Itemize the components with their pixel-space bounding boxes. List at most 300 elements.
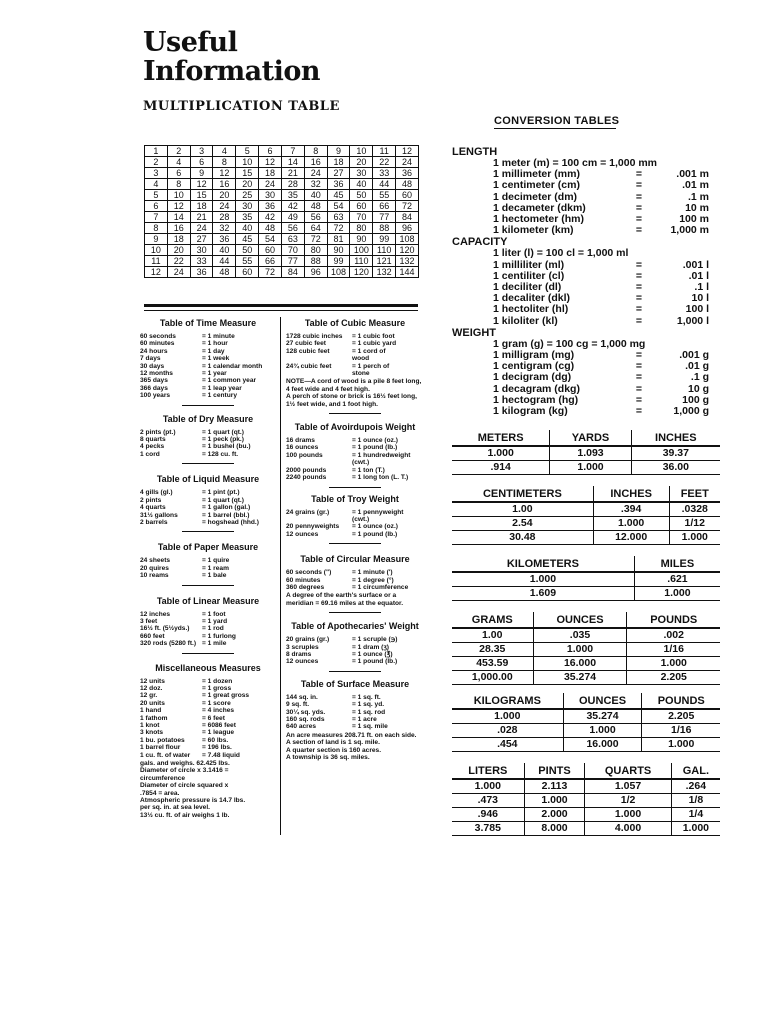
multiplication-row: [145, 157, 419, 168]
multiplication-cell: 77: [373, 212, 396, 223]
metric-value: .001 l: [682, 258, 709, 271]
conversion-row: [452, 587, 720, 601]
measure-entry: [140, 625, 276, 632]
multiplication-cell: 120: [350, 267, 373, 278]
multiplication-cell: 72: [304, 234, 327, 245]
measure-quantity: 16½ ft. (5½yds.): [140, 625, 190, 633]
measure-entries: [286, 333, 424, 377]
measure-equivalent: = 1 pound (lb.): [352, 658, 398, 666]
multiplication-cell: 81: [327, 234, 350, 245]
metric-unit: 1 decimeter (dm): [493, 190, 578, 203]
measure-quantity: 1728 cubic inches: [286, 333, 343, 340]
measure-quantity: [286, 516, 352, 523]
multiplication-row: [145, 190, 419, 201]
metric-equals: =: [635, 393, 643, 406]
conversion-header-row: [452, 612, 720, 628]
measure-equivalent: = 1 century: [202, 392, 238, 400]
conversion-cell: 1.00: [452, 502, 593, 517]
measure-entry: [286, 523, 424, 530]
measure-quantity: 1 bu. potatoes: [140, 736, 185, 744]
measure-equivalent: = hogshead (hhd.): [202, 518, 259, 526]
conversion-row: [452, 628, 720, 643]
page-title-line-2: Information: [143, 56, 321, 87]
multiplication-cell: 27: [190, 234, 213, 245]
multiplication-cell: 12: [190, 179, 213, 190]
conversion-header-row: [452, 430, 720, 446]
conversion-row: [452, 724, 720, 738]
measure-equivalent: = 1 leap year: [202, 384, 242, 392]
multiplication-cell: 3: [190, 146, 213, 157]
measure-quantity: 365 days: [140, 377, 168, 385]
multiplication-cell: 100: [350, 245, 373, 256]
measure-note: A township is 36 sq. miles.: [286, 754, 370, 762]
conversion-header: GAL.: [671, 763, 720, 779]
measure-quantity: 27 cubic feet: [286, 340, 326, 348]
measure-entry: [140, 497, 276, 504]
section-rule: [182, 531, 234, 532]
measure-quantity: 3 knots: [140, 729, 164, 737]
conversion-table: [452, 486, 720, 545]
multiplication-cell: 63: [281, 234, 304, 245]
measure-equivalent: = 1 sq. yd.: [352, 701, 385, 709]
measure-equivalent: = 1 cubic yard: [352, 340, 397, 348]
measure-equivalent: = 1 week: [202, 355, 230, 363]
metric-group-heading: LENGTH: [452, 146, 498, 158]
measure-equivalent: = 1 sq. rod: [352, 708, 386, 716]
conversion-cell: 2.205: [642, 709, 720, 724]
measure-section-title: Table of Liquid Measure: [156, 474, 260, 485]
measure-quantity: 100 years: [140, 392, 171, 400]
measure-section-title: Table of Paper Measure: [157, 542, 259, 553]
conversion-header: POUNDS: [642, 693, 720, 709]
conversion-cell: 1.000: [593, 517, 669, 531]
multiplication-cell: 30: [350, 168, 373, 179]
conversion-cell: 1.000: [669, 531, 720, 545]
metric-unit: 1 millimeter (mm): [493, 168, 580, 181]
conversion-cell: .264: [671, 779, 720, 794]
measure-note: A degree of the earth's surface or a meridian = 69.16 miles at the equator.: [286, 592, 404, 607]
multiplication-cell: 108: [327, 267, 350, 278]
measure-entries: [286, 694, 424, 731]
multiplication-cell: 40: [236, 223, 259, 234]
measure-quantity: 12 ounces: [286, 658, 319, 666]
measure-quantity: 1 barrel flour: [140, 744, 181, 752]
multiplication-row: [145, 223, 419, 234]
conversion-cell: 1.000: [533, 643, 627, 657]
measures-right-column: [286, 318, 424, 761]
measure-equivalent: = 1 pennyweight: [352, 508, 404, 516]
measure-entry: [286, 709, 424, 716]
measure-equivalent: = 1 ream: [202, 564, 229, 572]
section-rule: [329, 413, 381, 414]
measure-entry: [286, 569, 424, 576]
conversion-cell: 1/8: [671, 794, 720, 808]
measure-entry: [140, 436, 276, 443]
conversion-row: [452, 779, 720, 794]
conversion-cell: 1,000.00: [452, 671, 533, 685]
metric-unit: 1 hectometer (hm): [493, 213, 585, 226]
multiplication-table-title: MULTIPLICATION TABLE: [143, 99, 340, 114]
measure-quantity: 3 scruples: [286, 643, 319, 651]
conversion-cell: 12.000: [593, 531, 669, 545]
conversion-header-row: [452, 693, 720, 709]
metric-unit: 1 milliliter (ml): [493, 258, 565, 271]
conversion-cell: 1.093: [550, 446, 631, 461]
multiplication-cell: 90: [350, 234, 373, 245]
conversion-header: CENTIMETERS: [452, 486, 593, 502]
metric-equals: =: [635, 314, 643, 327]
measure-entry: [286, 701, 424, 708]
measure-equivalent: = 1 score: [202, 699, 231, 707]
conversion-cell: 1.000: [671, 822, 720, 836]
measure-equivalent: (cwt.): [352, 459, 370, 467]
measure-entry: [140, 370, 276, 377]
multiplication-cell: 10: [145, 245, 168, 256]
multiplication-cell: 40: [304, 190, 327, 201]
multiplication-cell: 15: [190, 190, 213, 201]
measure-entry: [140, 392, 276, 399]
measure-equivalent: = 1 dram (ʒ): [352, 643, 389, 651]
measure-section: [140, 474, 276, 532]
measure-entry: [140, 385, 276, 392]
multiplication-cell: 55: [373, 190, 396, 201]
multiplication-cell: 20: [350, 157, 373, 168]
measure-quantity: 2 barrels: [140, 518, 168, 526]
measure-quantity: 1 fathom: [140, 714, 168, 722]
measure-entry: [140, 692, 276, 699]
measure-entry: [286, 467, 424, 474]
measure-entry: [286, 363, 424, 370]
multiplication-cell: 30: [190, 245, 213, 256]
measure-entry: [286, 584, 424, 591]
multiplication-cell: 25: [236, 190, 259, 201]
conversion-cell: 35.274: [533, 671, 627, 685]
metric-equals: =: [635, 269, 643, 282]
measure-entries: [286, 437, 424, 481]
metric-value: .001 g: [679, 349, 709, 362]
multiplication-cell: 99: [327, 256, 350, 267]
measure-equivalent: = 1 rod: [202, 625, 224, 633]
measure-equivalent: = 1 acre: [352, 716, 377, 723]
metric-value: 10 g: [687, 382, 709, 395]
metric-equals: =: [635, 405, 643, 418]
multiplication-cell: 6: [190, 157, 213, 168]
measure-section-title: Table of Apothecaries' Weight: [291, 621, 419, 632]
metric-line: [452, 372, 732, 383]
multiplication-cell: 33: [373, 168, 396, 179]
conversion-cell: 1.000: [642, 738, 720, 752]
measure-entry: [140, 572, 276, 579]
multiplication-cell: 108: [396, 234, 419, 245]
multiplication-cell: 36: [259, 201, 282, 212]
multiplication-cell: 24: [213, 201, 236, 212]
measure-entry: [286, 340, 424, 347]
measure-equivalent: = 1 yard: [202, 617, 228, 625]
multiplication-row: [145, 245, 419, 256]
measure-quantity: 2000 pounds: [286, 466, 327, 474]
measure-section: [286, 318, 424, 414]
measure-quantity: [286, 459, 352, 466]
measure-equivalent: (cwt.): [352, 515, 370, 523]
measure-equivalent: = 1 gallon (gal.): [202, 504, 251, 512]
measure-quantity: 660 feet: [140, 632, 165, 640]
measure-entry: [286, 694, 424, 701]
multiplication-cell: 88: [304, 256, 327, 267]
measure-entries: [286, 509, 424, 539]
measure-equivalent: = 1 mile: [202, 640, 227, 648]
measure-equivalent: = 1 day: [202, 347, 225, 355]
conversion-header: MILES: [634, 556, 720, 572]
measure-entry: [286, 459, 424, 466]
measure-quantity: 31½ gallons: [140, 511, 178, 519]
measure-section: [140, 596, 276, 654]
measure-entry: [140, 752, 276, 759]
multiplication-cell: 64: [304, 223, 327, 234]
metric-equals: =: [635, 292, 643, 305]
multiplication-cell: 14: [281, 157, 304, 168]
measure-entry: [286, 333, 424, 340]
conversion-cell: .394: [593, 502, 669, 517]
page-title: [143, 28, 320, 86]
section-rule: [329, 543, 381, 544]
metric-unit: 1 milligram (mg): [493, 349, 575, 362]
measure-note: Diameter of circle squared x: [140, 782, 229, 790]
multiplication-cell: 99: [373, 234, 396, 245]
measure-entry: [140, 744, 276, 751]
measure-entry: [140, 737, 276, 744]
multiplication-cell: 80: [304, 245, 327, 256]
multiplication-cell: 18: [259, 168, 282, 179]
measure-entry: [140, 340, 276, 347]
multiplication-cell: 22: [373, 157, 396, 168]
multiplication-cell: 72: [327, 223, 350, 234]
measure-entry: [286, 437, 424, 444]
measure-equivalent: = 1 quart (qt.): [202, 496, 244, 504]
multiplication-cell: 22: [167, 256, 190, 267]
metric-line: [452, 406, 732, 417]
multiplication-cell: 11: [373, 146, 396, 157]
conversion-row: [452, 502, 720, 517]
measure-equivalent: = 1 cord of: [352, 347, 386, 355]
measure-note: per sq. in. at sea level.: [140, 804, 211, 812]
conversion-header: KILOMETERS: [452, 556, 634, 572]
measure-equivalent: wood: [352, 355, 370, 363]
multiplication-row: [145, 146, 419, 157]
measure-entry: [140, 363, 276, 370]
multiplication-cell: 12: [145, 267, 168, 278]
measures-left-column: [140, 318, 276, 819]
conversion-cell: 1/4: [671, 808, 720, 822]
multiplication-cell: 80: [350, 223, 373, 234]
multiplication-row: [145, 256, 419, 267]
conversion-row: [452, 709, 720, 724]
measure-equivalent: = 1 common year: [202, 377, 257, 385]
measure-entry: [140, 611, 276, 618]
measure-entry: [286, 658, 424, 665]
measure-entry: [140, 565, 276, 572]
multiplication-cell: 96: [396, 223, 419, 234]
multiplication-cell: 7: [281, 146, 304, 157]
conversion-cell: 16.000: [533, 657, 627, 671]
measure-entry: [140, 355, 276, 362]
measure-quantity: 3 feet: [140, 617, 158, 625]
measure-section-title: Table of Avoirdupois Weight: [294, 422, 416, 433]
multiplication-cell: 60: [396, 190, 419, 201]
conversion-cell: 1.000: [634, 587, 720, 601]
measure-section: [286, 679, 424, 762]
measure-equivalent: = 1 minute: [202, 333, 235, 340]
measure-equivalent: = 1 dozen: [202, 677, 233, 685]
measure-entry: [140, 640, 276, 647]
measure-quantity: [286, 370, 352, 377]
metric-line: [452, 225, 732, 236]
metric-group: [452, 236, 732, 326]
measure-note: .7854 = area.: [140, 789, 180, 797]
measure-section: [286, 494, 424, 545]
measure-entry: [140, 678, 276, 685]
multiplication-cell: 8: [213, 157, 236, 168]
conversion-cell: 16.000: [563, 738, 642, 752]
measure-quantity: 2240 pounds: [286, 474, 327, 482]
measure-equivalent: = 6086 feet: [202, 722, 236, 729]
conversion-header-row: [452, 486, 720, 502]
conversion-cell: 8.000: [524, 822, 585, 836]
metric-group-heading: CAPACITY: [452, 236, 508, 249]
measure-equivalent: = 1 pound (lb.): [352, 444, 398, 452]
measure-quantity: 20 units: [140, 699, 165, 707]
conversion-row: [452, 738, 720, 752]
measure-quantity: 12 doz.: [140, 684, 163, 692]
conversion-cell: .035: [533, 628, 627, 643]
measure-quantity: 4 quarts: [140, 504, 166, 512]
metric-value: .01 g: [685, 360, 709, 373]
metric-equals: =: [635, 201, 643, 214]
conversion-row: [452, 572, 720, 587]
metric-line: [452, 316, 732, 327]
measure-entry: [140, 685, 276, 692]
measure-quantity: 640 acres: [286, 723, 317, 731]
measure-equivalent: stone: [352, 370, 370, 378]
multiplication-cell: 32: [304, 179, 327, 190]
metric-equals: =: [635, 382, 643, 395]
measure-notes: [140, 760, 276, 819]
metric-equals: =: [635, 213, 643, 226]
conversion-header: OUNCES: [533, 612, 627, 628]
measure-quantity: 144 sq. in.: [286, 693, 318, 701]
measure-equivalent: = 196 lbs.: [202, 744, 232, 752]
multiplication-cell: 55: [236, 256, 259, 267]
multiplication-cell: 88: [373, 223, 396, 234]
conversion-cell: 39.37: [631, 446, 720, 461]
conversion-cell: 1.000: [550, 461, 631, 475]
conversion-cell: 1/2: [585, 794, 671, 808]
multiplication-cell: 24: [190, 223, 213, 234]
measure-quantity: 1 hand: [140, 707, 162, 715]
multiplication-cell: 70: [281, 245, 304, 256]
measure-quantity: 20 pennyweights: [286, 523, 340, 531]
metric-units-block: [452, 146, 732, 417]
metric-line: [452, 180, 732, 191]
conversion-table: [452, 556, 720, 601]
measure-quantity: 12 units: [140, 677, 165, 685]
metric-unit: 1 hectoliter (hl): [493, 303, 569, 316]
measure-quantity: 7 days: [140, 355, 161, 363]
measure-equivalent: = 1 minute ('): [352, 569, 393, 577]
multiplication-cell: 33: [190, 256, 213, 267]
measure-entry: [140, 557, 276, 564]
conversion-header: OUNCES: [563, 693, 642, 709]
multiplication-cell: 15: [236, 168, 259, 179]
conversion-header-row: [452, 763, 720, 779]
conversion-cell: 1.00: [452, 628, 533, 643]
metric-unit: 1 kiloliter (kl): [493, 314, 558, 327]
measure-section: [286, 554, 424, 613]
metric-unit: 1 centigram (cg): [493, 360, 575, 373]
measure-entry: [286, 651, 424, 658]
metric-value: 100 g: [682, 393, 709, 406]
metric-value: 1,000 g: [673, 405, 709, 418]
multiplication-cell: 48: [259, 223, 282, 234]
conversion-cell: 1/16: [642, 724, 720, 738]
measure-equivalent: = 1 foot: [202, 610, 226, 618]
measure-section: [140, 414, 276, 465]
measure-quantity: 4 pecks: [140, 443, 165, 451]
measure-entry: [140, 451, 276, 458]
multiplication-cell: 110: [373, 245, 396, 256]
measure-quantity: 360 degrees: [286, 583, 325, 591]
metric-equals: =: [635, 224, 643, 237]
multiplication-cell: 30: [259, 190, 282, 201]
multiplication-cell: 20: [213, 190, 236, 201]
multiplication-cell: 11: [145, 256, 168, 267]
measure-equivalent: = 7.48 liquid: [202, 751, 240, 759]
metric-equals: =: [635, 179, 643, 192]
multiplication-cell: 49: [281, 212, 304, 223]
conversion-header: FEET: [669, 486, 720, 502]
measure-entry: [286, 452, 424, 459]
measure-note: gals. and weighs. 62.425 lbs.: [140, 760, 230, 768]
conversion-row: [452, 446, 720, 461]
measure-entry: [286, 348, 424, 355]
metric-value: .01 m: [682, 179, 709, 192]
metric-equals: =: [635, 303, 643, 316]
multiplication-cell: 2: [145, 157, 168, 168]
measure-entry: [140, 377, 276, 384]
measure-note: Atmospheric pressure is 14.7 lbs.: [140, 797, 246, 805]
measure-entries: [140, 611, 276, 648]
conversion-row: [452, 671, 720, 685]
metric-value: 100 l: [685, 303, 709, 316]
multiplication-cell: 8: [145, 223, 168, 234]
conversion-row: [452, 822, 720, 836]
conversion-cell: 1.000: [452, 446, 550, 461]
measure-entry: [286, 444, 424, 451]
conversion-header: POUNDS: [627, 612, 720, 628]
metric-unit: 1 kilogram (kg): [493, 405, 568, 418]
metric-unit: 1 centiliter (cl): [493, 269, 565, 282]
measure-equivalent: = 1 great gross: [202, 692, 250, 700]
multiplication-cell: 24: [167, 267, 190, 278]
measure-quantity: 12 inches: [140, 610, 171, 618]
measure-entries: [286, 636, 424, 666]
measure-quantity: 60 seconds ("): [286, 569, 332, 577]
multiplication-cell: 60: [259, 245, 282, 256]
metric-equals: =: [635, 371, 643, 384]
conversion-table: [452, 430, 720, 475]
conversion-cell: 1.000: [585, 808, 671, 822]
section-rule: [182, 463, 234, 464]
metric-unit: 1 decigram (dg): [493, 371, 572, 384]
